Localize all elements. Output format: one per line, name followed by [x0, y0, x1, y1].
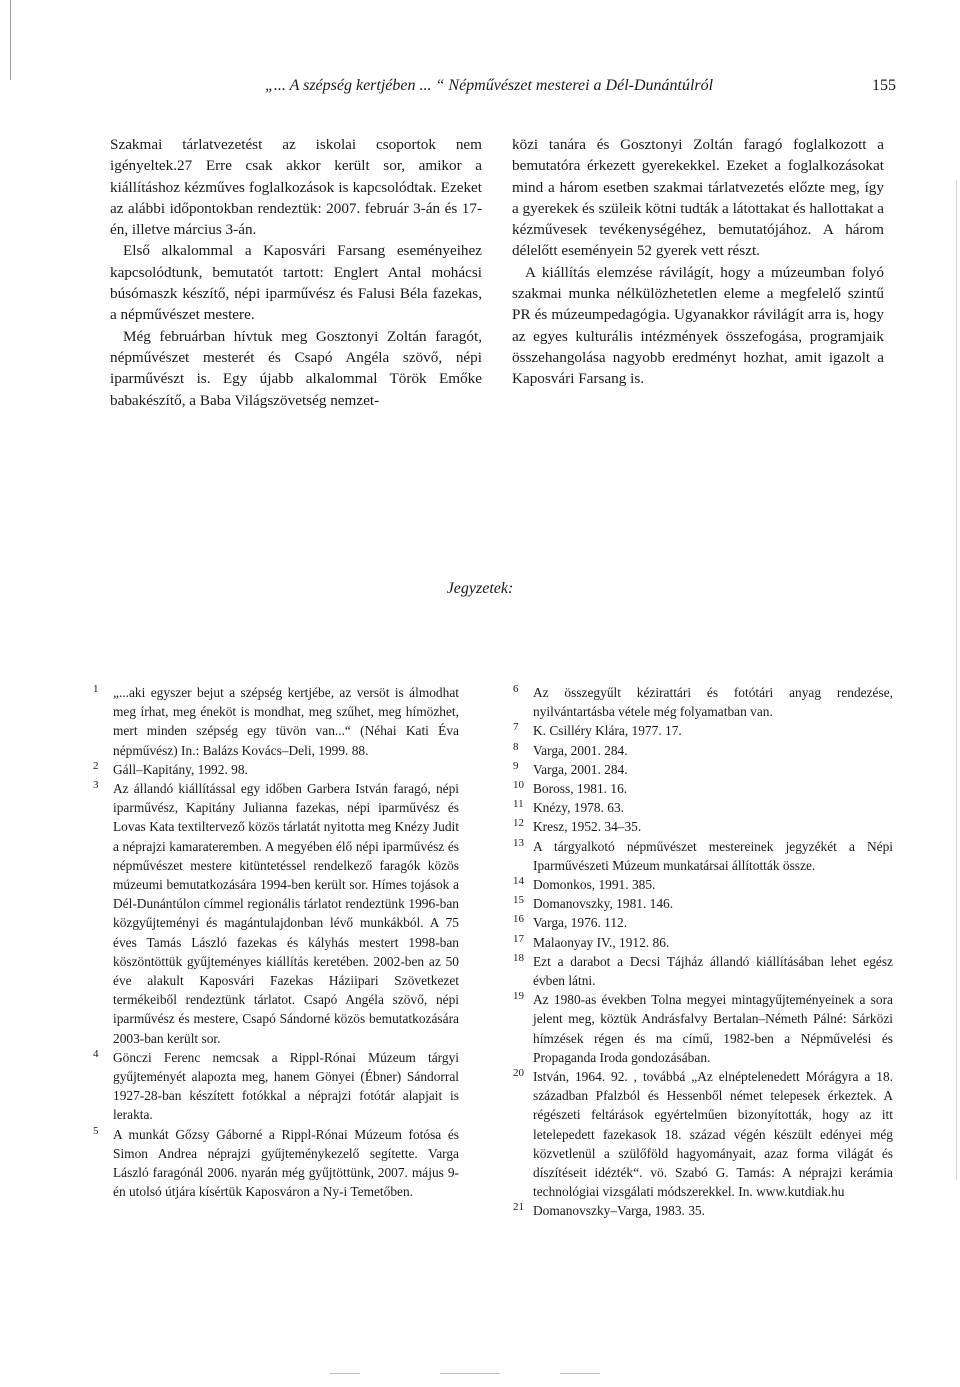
footnote-text: „...aki egyszer bejut a szépség kertjébe, az versöt is álmodhat meg írhat, meg éneköt is mondhat, meg szűhet, meg hímözhet, mert minden szépség egy tüvön van...“ (Néhai Kati Éva népművész) In.: Balázs Kovács–Deli, 1999. 88. — [113, 685, 459, 758]
footnote — [513, 1067, 893, 1201]
footnote-number: 8 — [513, 740, 519, 753]
footnote — [93, 779, 459, 1048]
footnote — [513, 721, 893, 740]
footnote-number: 21 — [513, 1201, 524, 1214]
footnote-number: 17 — [513, 932, 524, 945]
footnote-number: 18 — [513, 951, 524, 964]
footnote-number: 5 — [93, 1124, 99, 1137]
footnote — [513, 894, 893, 913]
footnote — [93, 1048, 459, 1125]
footnote — [93, 1125, 459, 1202]
footnote-number: 10 — [513, 779, 524, 792]
body-paragraph: közi tanára és Gosztonyi Zoltán faragó foglalkozott a bemutatóra érkezett gyerekekkel. Ezeket a foglalkozásokat mind a három esetben szakmai tárlatvezetés előzte meg, így a gyerekek és szüleik kötni tudták a látottakat és hallottakat a kézművesek tevékenységéhez, bemutatójához. A három délelőtt eseményein 52 gyerek vett részt. — [512, 136, 884, 260]
footnote — [513, 913, 893, 932]
footnote-text: K. Csilléry Klára, 1977. 17. — [533, 723, 682, 739]
footnote-text: Domanovszky, 1981. 146. — [533, 896, 674, 912]
footnote-text: Ezt a darabot a Decsi Tájház állandó kiállításában lehet egész évben látni. — [533, 953, 893, 989]
footnote-number: 4 — [93, 1047, 99, 1060]
footnote — [513, 933, 893, 952]
footnote-number: 13 — [513, 836, 524, 849]
footnote-number: 9 — [513, 759, 519, 772]
notes-column-right — [513, 683, 893, 1221]
body-paragraph: Szakmai tárlatvezetést az iskolai csoportok nem igényeltek.27 Erre csak akkor került sor, amikor a kiállításhoz kézműves foglalkozások is kapcsolódtak. Ezeket az alábbi időpontokban rendeztük: 2007. február 3-án és 17-én, illetve március 3-án. — [110, 136, 482, 239]
footnote-text: A tárgyalkotó népművészet mestereinek jegyzékét a Népi Iparművészeti Múzeum munkatársai állították össze. — [533, 838, 893, 873]
footnote-text: Boross, 1981. 16. — [533, 781, 628, 797]
footnote-number: 14 — [513, 875, 524, 888]
footnote-number: 20 — [513, 1067, 524, 1080]
body-paragraph: A kiállítás elemzése rávilágít, hogy a múzeumban folyó szakmai munka nélkülözhetetlen eleme a megfelelő szintű PR és múzeumpedagógia. Ugyanakkor rávilágít arra is, hogy az egyes kulturális intézmények összefogása, programjaik összehangolása nagyobb eredményt hozhat, amit igazolt a Kaposvári Farsang is. — [512, 263, 884, 388]
footnote — [93, 760, 459, 779]
footnote-text: A munkát Gőzsy Gáborné a Rippl-Rónai Múzeum fotósa és Simon Andrea néprajzi gyűjteménykezelő segítette. Varga László faragónál 2006. nyarán még gyűjtöttünk, 2007. május 9-én utolsó útjára kísértük Kaposváron a Ny-i Temetőben. — [113, 1126, 459, 1200]
footnote-number: 2 — [93, 759, 99, 772]
footnote-number: 11 — [513, 798, 524, 811]
footnote-text: Gáll–Kapitány, 1992. 98. — [113, 761, 248, 777]
footnote-number: 3 — [93, 779, 99, 792]
footnote — [513, 837, 893, 875]
running-header — [110, 77, 896, 101]
footnote — [513, 817, 893, 836]
body-column-left — [110, 134, 482, 411]
footnote — [513, 990, 893, 1067]
footnote-number: 19 — [513, 990, 524, 1003]
footnote-text: Varga, 2001. 284. — [533, 761, 628, 777]
running-title: „... A szépség kertjében ... “ Népművészet mesterei a Dél-Dunántúlról — [265, 77, 714, 94]
footnote-text: Knézy, 1978. 63. — [533, 800, 624, 816]
footnote — [513, 1201, 893, 1220]
footnote-text: Az 1980-as években Tolna megyei mintagyűjteményeinek a sora jelent meg, köztük Andrásfalvy Bertalan–Németh Pálné: Sárközi hímzések régen és ma című, 1982-ben a Népművelési és Propaganda Iroda gondozásában. — [533, 992, 893, 1065]
footnote-number: 15 — [513, 894, 524, 907]
footnote-text: Az összegyűlt kézirattári és fotótári anyag rendezése, nyilvántartásba vétele még folyamatban van. — [533, 685, 893, 720]
footnote-number: 6 — [513, 683, 519, 695]
footnote-number: 12 — [513, 817, 524, 830]
page-number: 155 — [872, 77, 896, 94]
footnote-text: Domonkos, 1991. 385. — [533, 877, 656, 893]
footnote — [513, 798, 893, 817]
footer-rule — [560, 1373, 600, 1374]
footnote-number: 16 — [513, 913, 524, 926]
scan-edge-line — [956, 180, 957, 1180]
body-paragraph: Még februárban hívtuk meg Gosztonyi Zoltán faragót, népművészet mesterét és Csapó Angéla szövő, népi iparművészt is. Egy újabb alkalommal Török Emőke babakészítő, a Baba Világszövetség nemzet- — [110, 327, 482, 409]
body-paragraph: Első alkalommal a Kaposvári Farsang eseményeihez kapcsolódtunk, bemutatót tartott: Englert Antal mohácsi búsómaszk készítő, népi iparművész és Falusi Béla fazekas, a népművészet mestere. — [110, 242, 482, 324]
footnote-text: István, 1964. 92. , továbbá „Az elnéptelenedett Mórágyra a 18. században Pfalzból és Hessenből német telepesek érkeztek. A régészeti feltárások egyértelműen bizonyították, hogy az itt letelepedett fazekasok 18. század végén készült edényei még közvetlenül a szülőföld hagyományait, azaz forma világát és díszítéseit idézték“. vö. Szabó G. Tamás: A néprajzi kerámia technológiai vizsgálati módszerekkel. In. www.kutdiak.hu — [533, 1069, 893, 1200]
footnote-text: Kresz, 1952. 34–35. — [533, 819, 642, 835]
footnote — [513, 741, 893, 760]
footnote-text: Malaonyay IV., 1912. 86. — [533, 934, 670, 950]
footnote-text: Az állandó kiállítással egy időben Garbera István faragó, népi iparművész, Kapitány Julianna fazekas, népi iparművész és Lovas Kata textiltervező közös tárlatát nyitotta meg Knézy Judit a néprajzi kamarateremben. A megyében élő népi iparművész és népművészet mestere kitüntetéssel rendelkező faragók közös múzeumi bemutatkozására 1994-ben került sor. Hímes tojások a Dél-Dunántúlon címmel regionális tárlatot rendeztünk 1996-ban közgyűjteményi és magántulajdonban lévő munkákból. A 75 éves Tamás László fazekas és kályhás mestert 1998-ban köszöntöttük gyűjteményes kiállítás keretében. 2002-ben az 50 éve alakult Kaposvári Fazekas Háziipari Szövetkezet termékeiből rendeztünk tárlatot. Csapó Angéla szövő, népi iparművész és mestere, Csapó Sándorné közös bemutatkozására 2003-ban került sor. — [113, 781, 459, 1046]
notes-heading: Jegyzetek: — [446, 580, 514, 597]
notes-column-left — [93, 683, 459, 1201]
footnote — [513, 952, 893, 990]
footnote — [513, 779, 893, 798]
footnote-text: Gönczi Ferenc nemcsak a Rippl-Rónai Múzeum tárgyi gyűjteményét alapozta meg, hanem Gönyei (Ébner) Sándorral 1927-28-ban készített fotókkal a néprajzi fotótár alapjait is lerakta. — [113, 1049, 459, 1123]
footnote-number: 7 — [513, 721, 519, 734]
footnote-text: Domanovszky–Varga, 1983. 35. — [533, 1203, 705, 1219]
footnote — [513, 760, 893, 779]
footer-rule — [440, 1373, 500, 1374]
footnote-number: 1 — [93, 683, 99, 695]
body-column-right — [512, 134, 884, 390]
scan-edge-line — [10, 0, 11, 80]
footnote — [513, 875, 893, 894]
footnote — [513, 683, 893, 721]
footer-rule — [330, 1373, 360, 1374]
footnote — [93, 683, 459, 760]
footnote-text: Varga, 1976. 112. — [533, 915, 628, 931]
footnote-text: Varga, 2001. 284. — [533, 742, 628, 758]
